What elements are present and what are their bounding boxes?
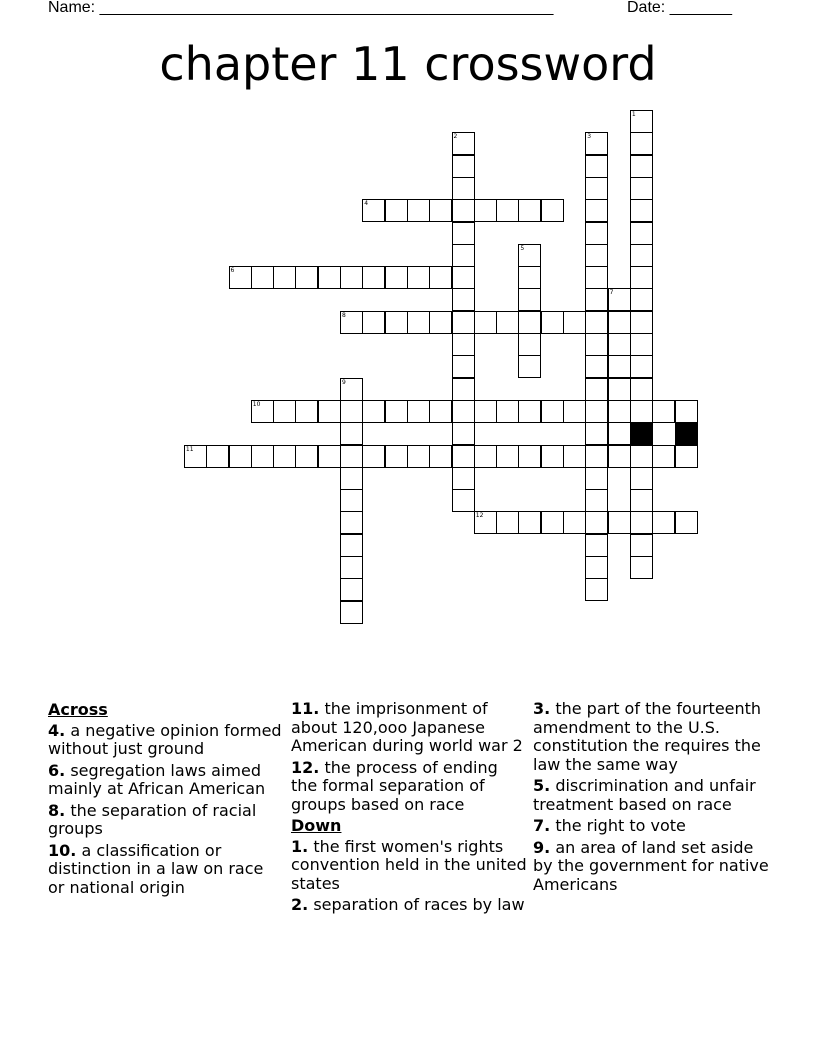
clue-across-10 xyxy=(48,842,284,898)
crossword-cell[interactable] xyxy=(452,489,475,512)
clue-text: the first women's rights convention held in the united states xyxy=(291,836,527,893)
crossword-cell[interactable] xyxy=(630,400,653,423)
clue-number: 10. xyxy=(48,840,77,860)
crossword-cell[interactable] xyxy=(518,244,541,267)
crossword-cell[interactable] xyxy=(362,311,385,334)
crossword-cell[interactable] xyxy=(452,266,475,289)
crossword-cell[interactable] xyxy=(407,311,430,334)
cell-number: 4 xyxy=(364,200,369,208)
crossword-cell[interactable] xyxy=(630,288,653,311)
clue-text: the right to vote xyxy=(555,816,686,835)
crossword-cell[interactable] xyxy=(229,445,252,468)
crossword-cell[interactable] xyxy=(585,333,608,356)
crossword-cell[interactable] xyxy=(585,534,608,557)
crossword-cell[interactable] xyxy=(452,311,475,334)
name-field-label[interactable]: Name: ___________________________________________________ xyxy=(48,0,554,16)
cell-number: 2 xyxy=(453,133,458,141)
clue-column-3 xyxy=(533,700,769,897)
clue-number: 8. xyxy=(48,800,66,820)
clue-column-1 xyxy=(48,700,284,900)
crossword-cell[interactable] xyxy=(273,266,296,289)
clue-number: 5. xyxy=(533,776,551,795)
crossword-cell[interactable] xyxy=(184,445,207,468)
clue-number: 12. xyxy=(291,757,320,777)
crossword-cell[interactable] xyxy=(585,222,608,245)
crossword-cell[interactable] xyxy=(340,422,363,445)
crossword-cell[interactable] xyxy=(229,266,252,289)
crossword-cell[interactable] xyxy=(452,378,475,401)
crossword-cell[interactable] xyxy=(385,266,408,289)
crossword-cell[interactable] xyxy=(452,155,475,178)
crossword-cell[interactable] xyxy=(675,445,698,468)
crossword-cell[interactable] xyxy=(541,445,564,468)
crossword-cell[interactable] xyxy=(585,445,608,468)
clue-text: the process of ending the formal separation of groups based on race xyxy=(291,757,498,814)
crossword-cell[interactable] xyxy=(585,132,608,155)
crossword-cell[interactable] xyxy=(608,333,631,356)
crossword-cell[interactable] xyxy=(585,400,608,423)
crossword-cell[interactable] xyxy=(340,311,363,334)
crossword-cell[interactable] xyxy=(608,355,631,378)
clue-down-5 xyxy=(533,777,769,814)
crossword-cell[interactable] xyxy=(630,333,653,356)
crossword-cell[interactable] xyxy=(585,266,608,289)
date-field-label[interactable]: Date: _______ xyxy=(627,0,732,16)
clue-down-3 xyxy=(533,700,769,774)
clue-number: 6. xyxy=(48,760,66,780)
clue-text: the separation of racial groups xyxy=(48,800,257,838)
crossword-cell[interactable] xyxy=(585,199,608,222)
clue-number: 7. xyxy=(533,816,551,835)
crossword-cell[interactable] xyxy=(407,445,430,468)
clue-number: 11. xyxy=(291,699,320,718)
clue-text: the imprisonment of about 120,ooo Japanese American during world war 2 xyxy=(291,699,523,755)
crossword-cell[interactable] xyxy=(585,177,608,200)
cell-number: 5 xyxy=(520,244,525,252)
crossword-cell[interactable] xyxy=(452,199,475,222)
crossword-cell[interactable] xyxy=(340,511,363,534)
crossword-cell[interactable] xyxy=(630,222,653,245)
clue-number: 9. xyxy=(533,837,551,857)
clue-down-7 xyxy=(533,817,769,836)
crossword-cell[interactable] xyxy=(362,400,385,423)
crossword-cell[interactable] xyxy=(496,400,519,423)
crossword-cell[interactable] xyxy=(585,311,608,334)
crossword-cell[interactable] xyxy=(608,511,631,534)
crossword-cell[interactable] xyxy=(452,400,475,423)
crossword-cell[interactable] xyxy=(496,311,519,334)
crossword-cell[interactable] xyxy=(452,288,475,311)
crossword-cell[interactable] xyxy=(518,266,541,289)
crossword-cell[interactable] xyxy=(630,489,653,512)
crossword-cell[interactable] xyxy=(675,400,698,423)
crossword-cell[interactable] xyxy=(585,378,608,401)
crossword-cell[interactable] xyxy=(385,311,408,334)
crossword-cell[interactable] xyxy=(585,422,608,445)
crossword-cell[interactable] xyxy=(362,445,385,468)
crossword-cell[interactable] xyxy=(630,311,653,334)
crossword-cell[interactable] xyxy=(429,400,452,423)
clue-text: separation of races by law xyxy=(313,895,525,914)
crossword-cell[interactable] xyxy=(541,400,564,423)
crossword-cell[interactable] xyxy=(452,333,475,356)
clue-number: 1. xyxy=(291,836,309,856)
crossword-cell[interactable] xyxy=(585,578,608,601)
crossword-cell[interactable] xyxy=(452,467,475,490)
crossword-cell[interactable] xyxy=(585,556,608,579)
crossword-cell[interactable] xyxy=(295,445,318,468)
crossword-cell[interactable] xyxy=(630,355,653,378)
crossword-cell[interactable] xyxy=(563,511,586,534)
cell-number: 9 xyxy=(342,378,346,386)
clue-text: a negative opinion formed without just ground xyxy=(48,720,282,758)
crossword-cell[interactable] xyxy=(585,155,608,178)
clue-column-2 xyxy=(291,700,527,918)
clue-across-11 xyxy=(291,700,527,756)
crossword-cell[interactable] xyxy=(452,177,475,200)
crossword-cell[interactable] xyxy=(452,445,475,468)
crossword-cell[interactable] xyxy=(474,511,497,534)
crossword-cell[interactable] xyxy=(608,422,631,445)
crossword-cell[interactable] xyxy=(563,445,586,468)
crossword-cell[interactable] xyxy=(340,445,363,468)
crossword-cell[interactable] xyxy=(452,355,475,378)
crossword-cell[interactable] xyxy=(407,400,430,423)
cell-number: 3 xyxy=(587,133,592,141)
crossword-cell[interactable] xyxy=(630,378,653,401)
crossword-cell[interactable] xyxy=(585,511,608,534)
clue-number: 4. xyxy=(48,720,66,740)
clue-across-6 xyxy=(48,762,284,799)
crossword-cell[interactable] xyxy=(340,266,363,289)
crossword-cell[interactable] xyxy=(496,445,519,468)
crossword-cell[interactable] xyxy=(474,311,497,334)
crossword-cell[interactable] xyxy=(385,199,408,222)
crossword-cell[interactable] xyxy=(518,400,541,423)
crossword-cell[interactable] xyxy=(675,511,698,534)
clue-text: the part of the fourteenth amendment to the U.S. constitution the requires the law the same way xyxy=(533,699,762,774)
crossword-cell[interactable] xyxy=(362,199,385,222)
clue-across-12 xyxy=(291,759,527,815)
clue-number: 3. xyxy=(533,699,551,718)
crossword-cell[interactable] xyxy=(407,199,430,222)
crossword-block xyxy=(675,422,698,445)
clue-text: a classification or distinction in a law on race or national origin xyxy=(48,840,264,897)
crossword-cell[interactable] xyxy=(541,511,564,534)
crossword-cell[interactable] xyxy=(518,288,541,311)
crossword-cell[interactable] xyxy=(541,311,564,334)
crossword-cell[interactable] xyxy=(518,511,541,534)
crossword-cell[interactable] xyxy=(608,288,631,311)
crossword-cell[interactable] xyxy=(273,445,296,468)
crossword-cell[interactable] xyxy=(541,199,564,222)
crossword-cell[interactable] xyxy=(340,400,363,423)
crossword-cell[interactable] xyxy=(630,244,653,267)
down-heading: Down xyxy=(291,816,342,835)
crossword-cell[interactable] xyxy=(340,489,363,512)
crossword-cell[interactable] xyxy=(563,400,586,423)
crossword-cell[interactable] xyxy=(518,199,541,222)
crossword-cell[interactable] xyxy=(340,578,363,601)
cell-number: 12 xyxy=(475,512,484,520)
crossword-cell[interactable] xyxy=(429,266,452,289)
clue-text: an area of land set aside by the government for native Americans xyxy=(533,837,769,894)
crossword-cell[interactable] xyxy=(206,445,229,468)
crossword-cell[interactable] xyxy=(474,445,497,468)
clue-down-9 xyxy=(533,839,769,895)
crossword-cell[interactable] xyxy=(630,556,653,579)
crossword-cell[interactable] xyxy=(251,266,274,289)
crossword-cell[interactable] xyxy=(385,400,408,423)
crossword-cell[interactable] xyxy=(452,132,475,155)
crossword-cell[interactable] xyxy=(608,400,631,423)
crossword-cell[interactable] xyxy=(340,467,363,490)
crossword-cell[interactable] xyxy=(385,445,408,468)
crossword-cell[interactable] xyxy=(585,489,608,512)
crossword-cell[interactable] xyxy=(585,288,608,311)
crossword-block xyxy=(630,422,653,445)
crossword-cell[interactable] xyxy=(652,400,675,423)
clue-down-1 xyxy=(291,838,527,894)
crossword-cell[interactable] xyxy=(429,445,452,468)
crossword-cell[interactable] xyxy=(318,445,341,468)
crossword-cell[interactable] xyxy=(474,400,497,423)
crossword-cell[interactable] xyxy=(452,244,475,267)
crossword-cell[interactable] xyxy=(630,199,653,222)
crossword-cell[interactable] xyxy=(518,311,541,334)
crossword-cell[interactable] xyxy=(429,199,452,222)
crossword-cell[interactable] xyxy=(340,601,363,624)
crossword-cell[interactable] xyxy=(474,199,497,222)
clue-text: discrimination and unfair treatment based on race xyxy=(533,776,756,814)
crossword-cell[interactable] xyxy=(608,311,631,334)
crossword-cell[interactable] xyxy=(652,445,675,468)
crossword-cell[interactable] xyxy=(251,445,274,468)
clue-text: segregation laws aimed mainly at African American xyxy=(48,760,266,798)
crossword-cell[interactable] xyxy=(608,378,631,401)
crossword-cell[interactable] xyxy=(630,445,653,468)
crossword-cell[interactable] xyxy=(295,400,318,423)
crossword-cell[interactable] xyxy=(318,400,341,423)
crossword-cell[interactable] xyxy=(630,132,653,155)
crossword-cell[interactable] xyxy=(518,333,541,356)
cell-number: 8 xyxy=(342,311,346,319)
crossword-cell[interactable] xyxy=(340,534,363,557)
crossword-cell[interactable] xyxy=(630,177,653,200)
crossword-cell[interactable] xyxy=(496,199,519,222)
crossword-cell[interactable] xyxy=(585,244,608,267)
crossword-cell[interactable] xyxy=(407,266,430,289)
crossword-cell[interactable] xyxy=(340,556,363,579)
crossword-cell[interactable] xyxy=(251,400,274,423)
cell-number: 11 xyxy=(185,445,194,453)
crossword-cell[interactable] xyxy=(630,534,653,557)
crossword-cell[interactable] xyxy=(630,155,653,178)
crossword-cell[interactable] xyxy=(452,222,475,245)
crossword-cell[interactable] xyxy=(340,378,363,401)
clue-across-8 xyxy=(48,802,284,839)
clue-number: 2. xyxy=(291,895,309,914)
crossword-cell[interactable] xyxy=(318,266,341,289)
crossword-cell[interactable] xyxy=(652,511,675,534)
cell-number: 10 xyxy=(252,400,261,408)
crossword-cell[interactable] xyxy=(518,355,541,378)
crossword-cell[interactable] xyxy=(563,311,586,334)
crossword-cell[interactable] xyxy=(429,311,452,334)
crossword-cell[interactable] xyxy=(585,467,608,490)
crossword-cell[interactable] xyxy=(630,511,653,534)
crossword-cell[interactable] xyxy=(295,266,318,289)
clue-down-2 xyxy=(291,896,527,915)
cell-number: 7 xyxy=(609,289,614,297)
crossword-cell[interactable] xyxy=(362,266,385,289)
crossword-cell[interactable] xyxy=(630,467,653,490)
crossword-cell[interactable] xyxy=(518,445,541,468)
crossword-cell[interactable] xyxy=(585,355,608,378)
crossword-cell[interactable] xyxy=(452,422,475,445)
page-title: chapter 11 crossword xyxy=(159,37,657,91)
cell-number: 6 xyxy=(230,267,235,275)
cell-number: 1 xyxy=(631,111,636,118)
crossword-cell[interactable] xyxy=(608,445,631,468)
crossword-cell[interactable] xyxy=(496,511,519,534)
across-heading: Across xyxy=(48,700,108,719)
crossword-cell[interactable] xyxy=(630,266,653,289)
crossword-cell[interactable] xyxy=(630,110,653,133)
clue-across-4 xyxy=(48,722,284,759)
crossword-cell[interactable] xyxy=(273,400,296,423)
